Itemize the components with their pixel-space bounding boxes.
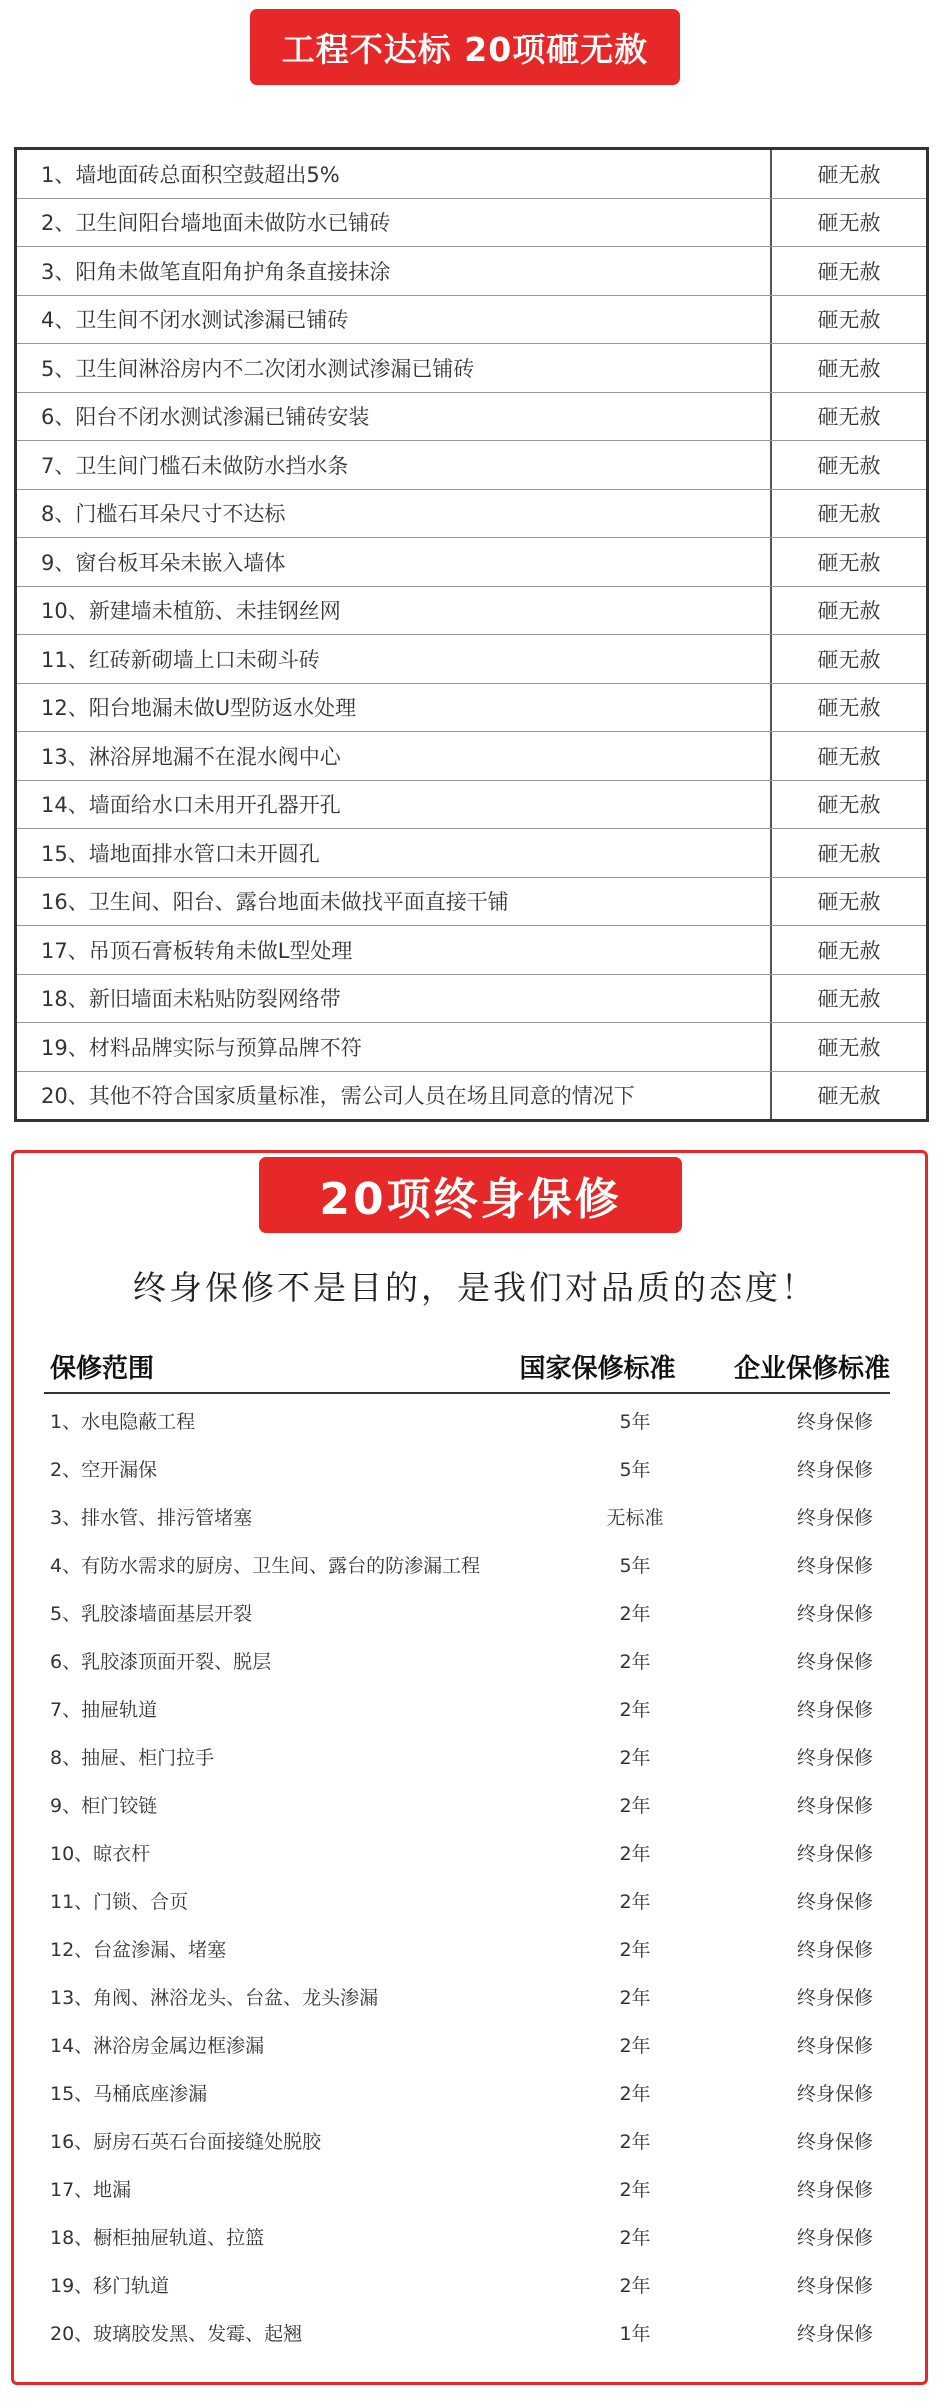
warranty-item: 4、有防水需求的厨房、卫生间、露台的防渗漏工程: [50, 1554, 481, 1577]
penalty-item: 17、吊顶石膏板转角未做L型处理: [17, 926, 772, 974]
national-standard: 2年: [619, 1794, 651, 1817]
penalty-result: 砸无赦: [817, 647, 881, 672]
enterprise-standard: 终身保修: [796, 1650, 873, 1673]
table-row: [17, 829, 926, 878]
table-row: [44, 1588, 890, 1636]
enterprise-standard: 终身保修: [796, 2130, 873, 2153]
penalty-result: 砸无赦: [817, 502, 881, 527]
national-standard: 2年: [619, 2274, 651, 2297]
header-national: 国家保修标准: [519, 1353, 676, 1384]
national-standard: 2年: [619, 1746, 651, 1769]
enterprise-standard: 终身保修: [796, 2034, 873, 2057]
penalty-item: 13、淋浴屏地漏不在混水阀中心: [17, 732, 772, 780]
penalty-result: 砸无赦: [817, 453, 881, 478]
warranty-item: 10、晾衣杆: [50, 1842, 151, 1865]
table-row: [44, 2260, 890, 2308]
table-row: [17, 878, 926, 927]
penalty-result: 砸无赦: [817, 841, 881, 866]
table-row: [17, 684, 926, 733]
enterprise-standard: 终身保修: [796, 1698, 873, 1721]
national-standard: 2年: [619, 1698, 651, 1721]
table-row: [44, 1540, 890, 1588]
table-row: [44, 2116, 890, 2164]
warranty-item: 3、排水管、排污管堵塞: [50, 1506, 253, 1529]
table-row: [17, 1023, 926, 1072]
national-standard: 2年: [619, 2226, 651, 2249]
table-row: [44, 1828, 890, 1876]
table-row: [44, 1732, 890, 1780]
enterprise-standard: 终身保修: [796, 2082, 873, 2105]
warranty-item: 1、水电隐蔽工程: [50, 1410, 196, 1433]
enterprise-standard: 终身保修: [796, 1506, 873, 1529]
national-standard: 2年: [619, 1938, 651, 1961]
table-row: [44, 2164, 890, 2212]
warranty-table: [44, 1396, 890, 2356]
penalty-item: 16、卫生间、阳台、露台地面未做找平面直接干铺: [17, 878, 772, 926]
penalty-item: 8、门槛石耳朵尺寸不达标: [17, 490, 772, 538]
enterprise-standard: 终身保修: [796, 1938, 873, 1961]
penalty-item: 5、卫生间淋浴房内不二次闭水测试渗漏已铺砖: [17, 344, 772, 392]
national-standard: 2年: [619, 1890, 651, 1913]
enterprise-standard: 终身保修: [796, 1746, 873, 1769]
penalty-result: 砸无赦: [817, 890, 881, 915]
enterprise-standard: 终身保修: [796, 2226, 873, 2249]
table-row: [44, 2020, 890, 2068]
national-standard: 2年: [619, 1986, 651, 2009]
penalty-item: 6、阳台不闭水测试渗漏已铺砖安装: [17, 393, 772, 441]
warranty-item: 6、乳胶漆顶面开裂、脱层: [50, 1650, 272, 1673]
table-row: [17, 441, 926, 490]
penalty-result: 砸无赦: [817, 211, 881, 236]
warranty-item: 5、乳胶漆墙面基层开裂: [50, 1602, 253, 1625]
warranty-banner: 20项终身保修: [259, 1157, 682, 1233]
penalty-result: 砸无赦: [817, 356, 881, 381]
warranty-item: 15、马桶底座渗漏: [50, 2082, 208, 2105]
table-row: [44, 2308, 890, 2356]
warranty-item: 8、抽屉、柜门拉手: [50, 1746, 215, 1769]
penalty-item: 10、新建墙未植筋、未挂钢丝网: [17, 587, 772, 635]
national-standard: 2年: [619, 2034, 651, 2057]
penalty-result: 砸无赦: [817, 1084, 881, 1109]
enterprise-standard: 终身保修: [796, 2178, 873, 2201]
table-row: [17, 344, 926, 393]
penalty-result: 砸无赦: [817, 550, 881, 575]
penalty-item: 15、墙地面排水管口未开圆孔: [17, 829, 772, 877]
table-row: [17, 732, 926, 781]
penalty-item: 12、阳台地漏未做U型防返水处理: [17, 684, 772, 732]
warranty-item: 11、门锁、合页: [50, 1890, 189, 1913]
header-enterprise: 企业保修标准: [733, 1353, 890, 1384]
penalty-result: 砸无赦: [817, 162, 881, 187]
table-row: [44, 1924, 890, 1972]
penalty-item: 4、卫生间不闭水测试渗漏已铺砖: [17, 296, 772, 344]
penalty-item: 11、红砖新砌墙上口未砌斗砖: [17, 635, 772, 683]
enterprise-standard: 终身保修: [796, 2274, 873, 2297]
national-standard: 2年: [619, 1650, 651, 1673]
table-row: [17, 393, 926, 442]
penalty-result: 砸无赦: [817, 308, 881, 333]
enterprise-standard: 终身保修: [796, 1986, 873, 2009]
penalty-item: 7、卫生间门槛石未做防水挡水条: [17, 441, 772, 489]
national-standard: 5年: [619, 1410, 651, 1433]
table-row: [44, 1972, 890, 2020]
penalty-table: [14, 147, 929, 1122]
warranty-item: 13、角阀、淋浴龙头、台盆、龙头渗漏: [50, 1986, 379, 2009]
penalty-result: 砸无赦: [817, 744, 881, 769]
table-row: [17, 538, 926, 587]
table-row: [17, 247, 926, 296]
penalty-item: 9、窗台板耳朵未嵌入墙体: [17, 538, 772, 586]
table-row: [44, 2212, 890, 2260]
warranty-item: 19、移门轨道: [50, 2274, 170, 2297]
table-row: [44, 1492, 890, 1540]
national-standard: 1年: [619, 2322, 651, 2345]
warranty-table-header: [44, 1340, 890, 1394]
penalty-result: 砸无赦: [817, 599, 881, 624]
table-row: [17, 635, 926, 684]
warranty-item: 7、抽屉轨道: [50, 1698, 158, 1721]
penalty-result: 砸无赦: [817, 1035, 881, 1060]
penalty-result: 砸无赦: [817, 793, 881, 818]
penalty-item: 1、墙地面砖总面积空鼓超出5%: [17, 150, 772, 198]
warranty-item: 20、玻璃胶发黑、发霉、起翘: [50, 2322, 303, 2345]
penalty-banner: 工程不达标 20项砸无赦: [250, 9, 680, 85]
enterprise-standard: 终身保修: [796, 2322, 873, 2345]
warranty-item: 9、柜门铰链: [50, 1794, 158, 1817]
table-row: [17, 199, 926, 248]
national-standard: 2年: [619, 2178, 651, 2201]
table-row: [17, 296, 926, 345]
penalty-result: 砸无赦: [817, 405, 881, 430]
national-standard: 2年: [619, 1842, 651, 1865]
table-row: [17, 587, 926, 636]
table-row: [17, 781, 926, 830]
enterprise-standard: 终身保修: [796, 1794, 873, 1817]
table-row: [44, 1444, 890, 1492]
penalty-result: 砸无赦: [817, 696, 881, 721]
table-row: [44, 1684, 890, 1732]
table-row: [44, 1876, 890, 1924]
national-standard: 2年: [619, 2082, 651, 2105]
penalty-item: 20、其他不符合国家质量标准，需公司人员在场且同意的情况下: [17, 1072, 772, 1120]
warranty-item: 12、台盆渗漏、堵塞: [50, 1938, 227, 1961]
warranty-item: 17、地漏: [50, 2178, 132, 2201]
table-row: [44, 1780, 890, 1828]
table-row: [17, 150, 926, 199]
penalty-item: 14、墙面给水口未用开孔器开孔: [17, 781, 772, 829]
table-row: [17, 926, 926, 975]
table-row: [44, 1636, 890, 1684]
penalty-item: 3、阳角未做笔直阳角护角条直接抹涂: [17, 247, 772, 295]
penalty-result: 砸无赦: [817, 987, 881, 1012]
table-row: [44, 1396, 890, 1444]
penalty-result: 砸无赦: [817, 938, 881, 963]
warranty-item: 18、橱柜抽屉轨道、拉篮: [50, 2226, 265, 2249]
enterprise-standard: 终身保修: [796, 1554, 873, 1577]
national-standard: 2年: [619, 2130, 651, 2153]
enterprise-standard: 终身保修: [796, 1890, 873, 1913]
national-standard: 2年: [619, 1602, 651, 1625]
warranty-slogan: 终身保修不是目的，是我们对品质的态度！: [133, 1267, 817, 1307]
penalty-result: 砸无赦: [817, 259, 881, 284]
penalty-item: 18、新旧墙面未粘贴防裂网络带: [17, 975, 772, 1023]
enterprise-standard: 终身保修: [796, 1602, 873, 1625]
national-standard: 5年: [619, 1554, 651, 1577]
table-row: [17, 1072, 926, 1120]
enterprise-standard: 终身保修: [796, 1410, 873, 1433]
table-row: [17, 490, 926, 539]
warranty-item: 14、淋浴房金属边框渗漏: [50, 2034, 265, 2057]
warranty-item: 2、空开漏保: [50, 1458, 158, 1481]
national-standard: 5年: [619, 1458, 651, 1481]
enterprise-standard: 终身保修: [796, 1458, 873, 1481]
national-standard: 无标准: [606, 1506, 664, 1529]
warranty-item: 16、厨房石英石台面接缝处脱胶: [50, 2130, 322, 2153]
penalty-item: 2、卫生间阳台墙地面未做防水已铺砖: [17, 199, 772, 247]
header-scope: 保修范围: [50, 1353, 155, 1384]
enterprise-standard: 终身保修: [796, 1842, 873, 1865]
table-row: [17, 975, 926, 1024]
penalty-item: 19、材料品牌实际与预算品牌不符: [17, 1023, 772, 1071]
table-row: [44, 2068, 890, 2116]
